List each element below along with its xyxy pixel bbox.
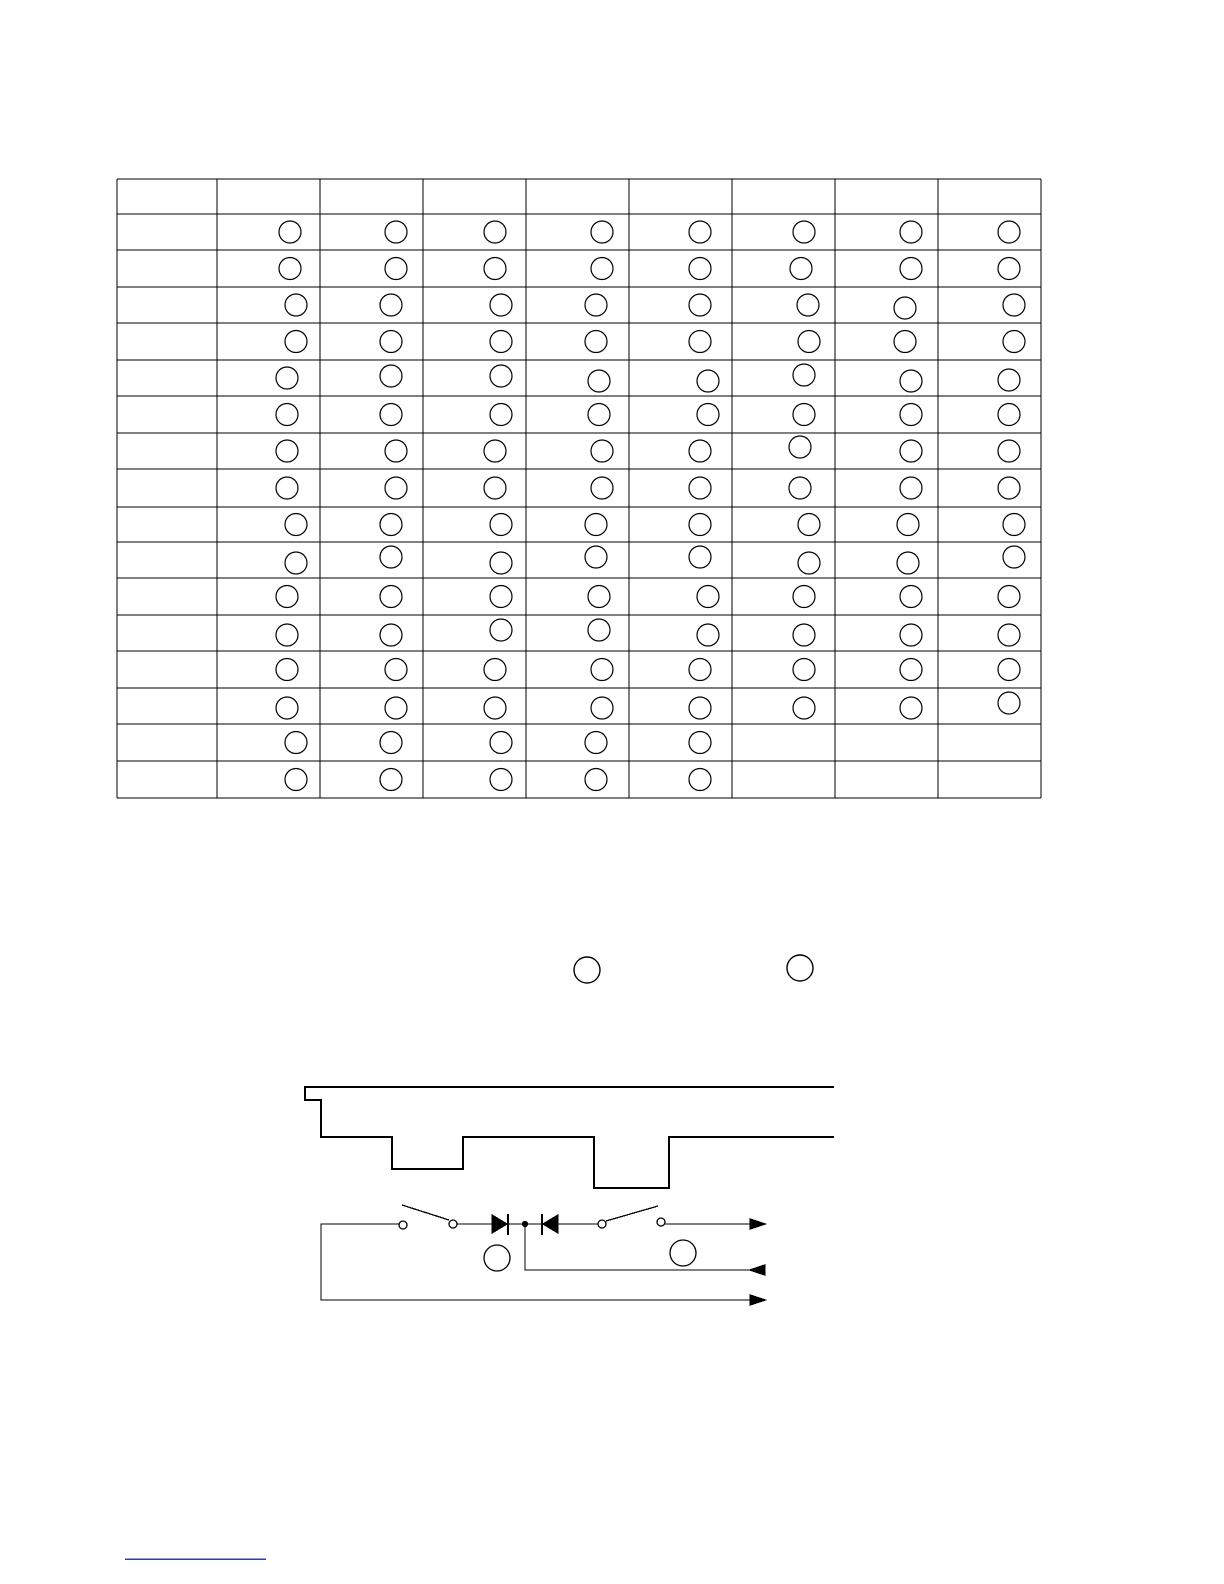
table-cell-circle bbox=[276, 624, 298, 646]
diode-1-label-circle bbox=[484, 1245, 510, 1271]
table-cell-circle bbox=[276, 404, 298, 426]
table-cell-circle bbox=[285, 732, 307, 754]
table-cell-circle bbox=[276, 586, 298, 608]
table-cell-circle bbox=[588, 404, 610, 426]
table-cell-circle bbox=[689, 477, 711, 499]
table-cell-circle bbox=[689, 440, 711, 462]
legend-circle-2 bbox=[787, 955, 813, 981]
table-cell-circle bbox=[798, 552, 820, 574]
table-cell-circle bbox=[484, 258, 506, 280]
table-cell-circle bbox=[789, 477, 811, 499]
table-cell-circle bbox=[490, 732, 512, 754]
table-cell-circle bbox=[585, 294, 607, 316]
table-cell-circle bbox=[793, 404, 815, 426]
table-cell-circle bbox=[797, 294, 819, 316]
table-cell-circle bbox=[490, 769, 512, 791]
cam-profile bbox=[305, 1087, 834, 1188]
table-cell-circle bbox=[689, 294, 711, 316]
table-cell-circle bbox=[490, 552, 512, 574]
table-cell-circle bbox=[385, 440, 407, 462]
table-cell-circle bbox=[490, 404, 512, 426]
table-cell-circle bbox=[793, 697, 815, 719]
table-cell-circle bbox=[285, 331, 307, 353]
table-cell-circle bbox=[689, 546, 711, 568]
table-cell-circle bbox=[900, 370, 922, 392]
table-cell-circle bbox=[588, 370, 610, 392]
table-cell-circle bbox=[998, 404, 1020, 426]
table-cell-circle bbox=[894, 297, 916, 319]
table-cell-circle bbox=[385, 221, 407, 243]
table-cell-circle bbox=[385, 477, 407, 499]
table-cell-circle bbox=[689, 697, 711, 719]
table-cell-circle bbox=[900, 221, 922, 243]
table-cell-circle bbox=[591, 221, 613, 243]
table-cell-circle bbox=[998, 221, 1020, 243]
table-cell-circle bbox=[588, 586, 610, 608]
table-cell-circle bbox=[279, 221, 301, 243]
table-cell-circle bbox=[900, 258, 922, 280]
table-cell-circle bbox=[998, 477, 1020, 499]
cam-outer-line bbox=[305, 1087, 834, 1188]
table-cell-circle bbox=[1003, 331, 1025, 353]
table-cell-circle bbox=[998, 624, 1020, 646]
table-cell-circle bbox=[380, 365, 402, 387]
table-cell-circle bbox=[591, 477, 613, 499]
table-cell-circle bbox=[484, 697, 506, 719]
table-cell-circle bbox=[380, 294, 402, 316]
legend-circle-1 bbox=[574, 957, 600, 983]
table-cell-circle bbox=[591, 659, 613, 681]
table-cell-circle bbox=[689, 659, 711, 681]
switch-2-blade bbox=[606, 1206, 658, 1221]
table-cell-circle bbox=[276, 440, 298, 462]
table-cell-circle bbox=[279, 258, 301, 280]
table-cell-circle bbox=[484, 221, 506, 243]
table-cell-circle bbox=[276, 477, 298, 499]
table-cell-circle bbox=[276, 367, 298, 389]
table-cell-circle bbox=[380, 586, 402, 608]
switch-2-label-circle bbox=[670, 1240, 696, 1266]
table-cell-circle bbox=[689, 732, 711, 754]
table-cell-circle bbox=[285, 552, 307, 574]
table-cell-circle bbox=[697, 404, 719, 426]
switch-2-contact-b bbox=[657, 1218, 665, 1226]
table-cell-circle bbox=[900, 440, 922, 462]
switch-circuit bbox=[321, 1205, 765, 1305]
table-cell-circle bbox=[793, 586, 815, 608]
table-cell-circle bbox=[490, 331, 512, 353]
table-cell-circle bbox=[789, 436, 811, 458]
table-cell-circle bbox=[900, 477, 922, 499]
table-cell-circle bbox=[585, 769, 607, 791]
output-arrow-bottom-icon bbox=[750, 1295, 765, 1305]
switch-2-contact-a bbox=[598, 1220, 606, 1228]
table-cell-circle bbox=[798, 331, 820, 353]
switch-1-contact-b bbox=[449, 1220, 457, 1228]
table-cell-circle bbox=[380, 404, 402, 426]
table-cell-circle bbox=[697, 586, 719, 608]
table-cell-circle bbox=[385, 697, 407, 719]
switch-1-blade bbox=[402, 1205, 449, 1220]
table-cell-circle bbox=[490, 619, 512, 641]
table-cell-circle bbox=[900, 624, 922, 646]
table-cell-circle bbox=[591, 258, 613, 280]
table-cell-circle bbox=[585, 546, 607, 568]
table-cell-circle bbox=[484, 659, 506, 681]
table-cell-circle bbox=[793, 221, 815, 243]
table-cell-circle bbox=[894, 331, 916, 353]
table-cell-circle bbox=[484, 440, 506, 462]
table-cell-circle bbox=[490, 294, 512, 316]
table-cell-circle bbox=[276, 659, 298, 681]
table-cell-circle bbox=[689, 331, 711, 353]
table-cell-circle bbox=[697, 624, 719, 646]
table-cell-circle bbox=[998, 659, 1020, 681]
marker-table-circles bbox=[276, 221, 1025, 791]
table-cell-circle bbox=[689, 221, 711, 243]
table-cell-circle bbox=[1003, 546, 1025, 568]
table-cell-circle bbox=[998, 692, 1020, 714]
table-cell-circle bbox=[380, 331, 402, 353]
table-cell-circle bbox=[380, 769, 402, 791]
diode-1-icon bbox=[492, 1215, 507, 1233]
output-arrow-top-icon bbox=[750, 1219, 765, 1229]
table-cell-circle bbox=[790, 258, 812, 280]
table-cell-circle bbox=[490, 586, 512, 608]
table-cell-circle bbox=[1003, 514, 1025, 536]
table-cell-circle bbox=[900, 659, 922, 681]
table-cell-circle bbox=[998, 586, 1020, 608]
table-cell-circle bbox=[793, 659, 815, 681]
table-cell-circle bbox=[490, 365, 512, 387]
table-cell-circle bbox=[998, 258, 1020, 280]
table-cell-circle bbox=[591, 440, 613, 462]
table-cell-circle bbox=[585, 514, 607, 536]
table-cell-circle bbox=[484, 477, 506, 499]
table-cell-circle bbox=[585, 331, 607, 353]
table-cell-circle bbox=[793, 624, 815, 646]
table-cell-circle bbox=[697, 370, 719, 392]
table-cell-circle bbox=[897, 552, 919, 574]
table-cell-circle bbox=[276, 697, 298, 719]
table-cell-circle bbox=[285, 294, 307, 316]
wire-junction-mid bbox=[525, 1224, 765, 1270]
table-cell-circle bbox=[689, 258, 711, 280]
table-cell-circle bbox=[380, 732, 402, 754]
switch-1-contact-a bbox=[399, 1221, 407, 1229]
table-cell-circle bbox=[380, 546, 402, 568]
legend bbox=[574, 955, 813, 983]
table-cell-circle bbox=[285, 514, 307, 536]
table-cell-circle bbox=[689, 514, 711, 536]
table-cell-circle bbox=[900, 697, 922, 719]
table-cell-circle bbox=[900, 404, 922, 426]
table-cell-circle bbox=[380, 624, 402, 646]
table-cell-circle bbox=[385, 258, 407, 280]
table-cell-circle bbox=[798, 514, 820, 536]
table-cell-circle bbox=[897, 514, 919, 536]
table-cell-circle bbox=[689, 769, 711, 791]
table-cell-circle bbox=[385, 659, 407, 681]
table-cell-circle bbox=[588, 619, 610, 641]
input-arrow-middle-icon bbox=[750, 1265, 765, 1275]
table-cell-circle bbox=[1003, 294, 1025, 316]
diode-2-icon bbox=[543, 1215, 558, 1233]
table-cell-circle bbox=[285, 769, 307, 791]
table-cell-circle bbox=[591, 697, 613, 719]
table-cell-circle bbox=[998, 440, 1020, 462]
table-cell-circle bbox=[490, 514, 512, 536]
table-cell-circle bbox=[793, 364, 815, 386]
table-cell-circle bbox=[998, 369, 1020, 391]
table-cell-circle bbox=[380, 514, 402, 536]
table-cell-circle bbox=[585, 732, 607, 754]
table-cell-circle bbox=[900, 586, 922, 608]
